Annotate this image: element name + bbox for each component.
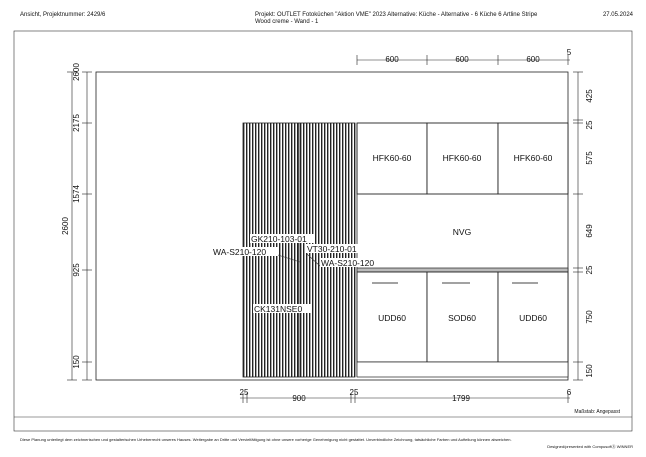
label-vt: VT30-210-01 (307, 244, 357, 254)
dim-right-7: 150 (585, 364, 594, 378)
dim-right-2: 25 (585, 120, 594, 130)
wall-line: Wood creme - Wand - 1 (255, 19, 319, 25)
label-niche: NVG (452, 227, 472, 237)
label-udd-1: UDD60 (378, 313, 406, 323)
project-line: Projekt: OUTLET Fotoküchen "Aktion VME" 2023 Alternative: Küche - Alternative - 6 Küche 6 Artline Stripe (255, 12, 538, 18)
dim-left-outer: 2600 (61, 217, 70, 235)
dim-left-2: 2175 (72, 114, 81, 132)
dim-right-1: 425 (585, 89, 594, 103)
dim-right-5: 25 (585, 265, 594, 275)
dim-top-1: 600 (385, 55, 399, 64)
dim-left-4: 925 (72, 263, 81, 277)
dim-left-1: 2600 (72, 63, 81, 81)
dim-right-6: 750 (585, 310, 594, 324)
dim-bottom-4: 1799 (452, 394, 470, 403)
dim-left-5: 150 (72, 355, 81, 369)
worktop (357, 268, 568, 272)
dim-bottom-2: 900 (292, 394, 306, 403)
scale-label: Maßstab: Angepasst (574, 409, 620, 415)
label-wa-1: WA-S210-120 (213, 247, 267, 257)
label-ck: CK131NSE0 (254, 304, 303, 314)
dim-right-3: 575 (585, 151, 594, 165)
dim-bottom-3: 25 (349, 388, 359, 397)
dim-top-3: 600 (526, 55, 540, 64)
label-hfk-3: HFK60-60 (513, 153, 553, 163)
dim-bottom-5: 6 (566, 388, 572, 397)
disclaimer: Diese Planung unterliegt dem zeichnerischen und gestalterischen Urheberrecht unseres Hauses. Weitergabe an Dritte und Vervielfältigung ist ohne unsere vorherige Genehmigung nicht gestattet. Unverbindliche Zeichnung, tatsächliche Farben und Aufteilung können abweichen. (20, 437, 512, 442)
label-gk: GK210-103-01 (251, 234, 307, 244)
label-hfk-2: HFK60-60 (442, 153, 482, 163)
dim-top-2: 600 (455, 55, 469, 64)
view-label: Ansicht, Projektnummer: 2429/6 (20, 12, 106, 18)
dim-top-4: 5 (566, 48, 572, 57)
label-wa-2: WA-S210-120 (321, 258, 375, 268)
dim-right-4: 649 (585, 224, 594, 238)
label-hfk-1: HFK60-60 (372, 153, 412, 163)
software-credit: Designed/presented with CompusoftⓇ WINNER (547, 444, 633, 449)
dim-bottom-1: 25 (239, 388, 249, 397)
label-udd-2: UDD60 (519, 313, 547, 323)
plinth (357, 362, 568, 377)
plan-date: 27.05.2024 (602, 12, 633, 18)
right-dimension-line (573, 72, 583, 380)
dim-left-3: 1574 (72, 185, 81, 203)
label-sod: SOD60 (448, 313, 476, 323)
bottom-dimension-line (240, 393, 570, 403)
